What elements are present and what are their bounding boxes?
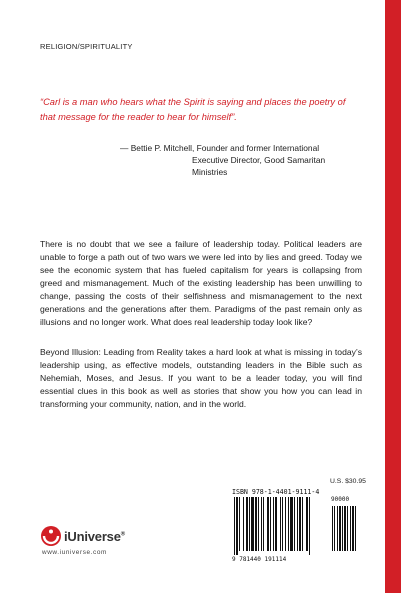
- category-label: RELIGION/SPIRITUALITY: [40, 42, 133, 51]
- barcode-icon: [232, 497, 360, 555]
- iuniverse-logo-icon: [40, 525, 62, 547]
- barcode-addon-number: 90000: [331, 496, 350, 503]
- barcode-block: [228, 488, 362, 564]
- description-paragraph-1: There is no doubt that we see a failure of leadership today. Political leaders are unable to forge a path out of two wars we were led into by lies and greed. Today we see the economic system that has fueled capitalism for years is collapsing from greed and mismanagement. Much of the existing leadership has been unwilling to change, passing the costs of their selfishness and mismanagement to the next generations and the generations after them. Paradigms of the past remain only as illusions and no longer work. What does real leadership today look like?: [40, 239, 362, 327]
- red-spine-strip: [385, 0, 401, 593]
- publisher-logo: [40, 523, 160, 559]
- endorsement-quote: “Carl is a man who hears what the Spirit is saying and places the poetry of that message for the reader to hear for himself”.: [40, 97, 346, 122]
- publisher-name: iUniverse®: [64, 529, 125, 544]
- endorsement-attribution: [120, 142, 360, 178]
- barcode-number: 9 781440 191114: [232, 556, 287, 563]
- isbn-label: ISBN 978-1-4401-9111-4: [232, 488, 320, 496]
- description-paragraph-2: Beyond Illusion: Leading from Reality takes a hard look at what is missing in today’s leadership using, as effective models, outstanding leaders in the Bible such as Nehemiah, Moses, and Jesus. If you want to be a leader today, you will find essential clues in this book as well as stories that show you how you can lead in transforming your community, nation, and in the world.: [40, 347, 362, 409]
- price-label: U.S. $30.95: [330, 478, 366, 485]
- attribution-line-1: — Bettie P. Mitchell, Founder and former International: [120, 143, 320, 153]
- publisher-url: www.iuniverse.com: [42, 549, 107, 556]
- attribution-line-2: Executive Director, Good Samaritan Ministries: [192, 155, 326, 177]
